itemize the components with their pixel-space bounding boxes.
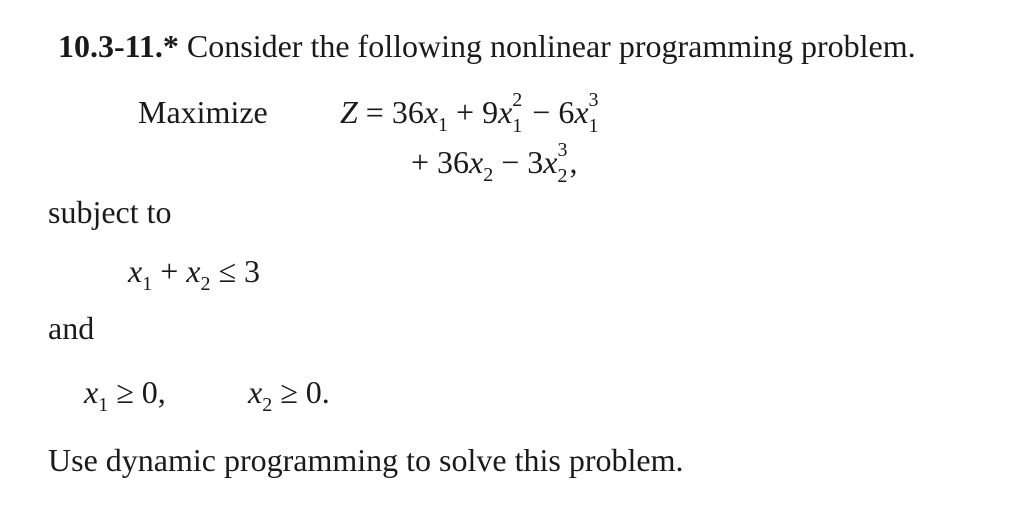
instruction-text: Use dynamic programming to solve this problem. <box>48 442 684 478</box>
nonneg-x1: $x_1 \ge 0$, <box>84 374 166 416</box>
problem-heading <box>58 30 916 62</box>
objective-label: Maximize <box>138 94 268 130</box>
objective-line-2: + $36x_2 - 3x$ 3 2 , <box>411 139 578 187</box>
and-label: and <box>48 310 95 346</box>
subject-to-label: subject to <box>48 194 172 230</box>
problem-number: 10.3-11.* <box>58 28 179 64</box>
objective-line-1: $Z = 36x_1 + 9x$ 2 1 − 6x 3 1 <box>340 89 599 137</box>
problem-intro: Consider the following nonlinear programming problem. <box>186 28 916 64</box>
nonneg-x2: $x_2 \ge 0$. <box>248 374 330 416</box>
constraint-sum: $x_1 + x_2 \le 3$ <box>128 253 261 295</box>
